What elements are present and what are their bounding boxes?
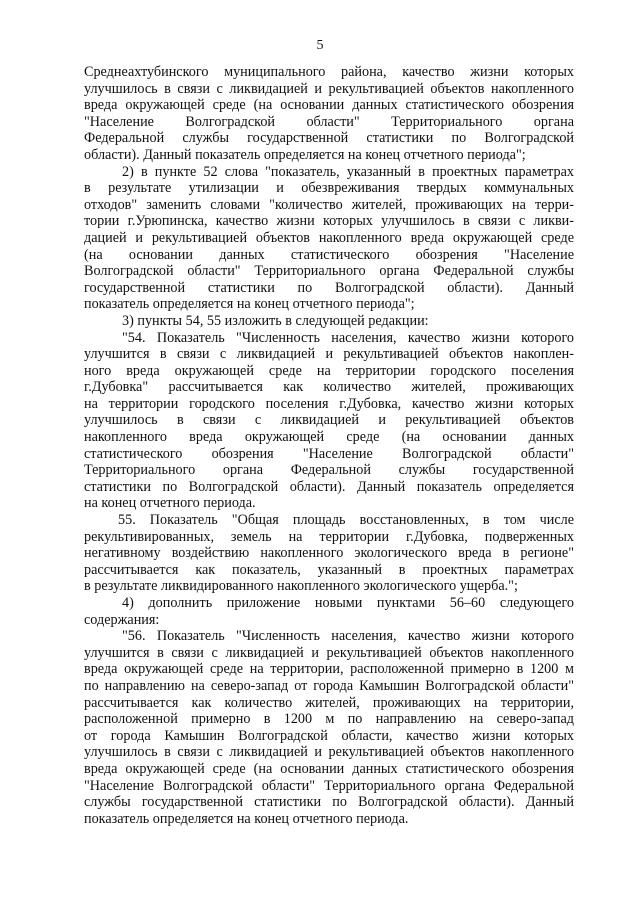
text-line: вреда окружающей среде (на основании данных статистического обозрения [84, 97, 574, 114]
text-line: по направлению на северо-запад от города Камышин Волгоградской области" [84, 677, 574, 694]
text-line: статистики по Волгоградской области). Данный показатель определяется [84, 478, 574, 495]
text-line: улучшится в связи с ликвидацией и рекультивацией объектов накопленного [84, 644, 574, 661]
text-line: ного вреда окружающей среде на территории городского поселения [84, 362, 574, 379]
text-line: Волгоградской области" Территориального органа Федеральной службы [84, 263, 574, 280]
text-line: "Население Волгоградской области" Территориального органа Федеральной [84, 777, 574, 794]
text-line: 55. Показатель "Общая площадь восстановленных, в том числе [118, 512, 574, 529]
text-line: в результате ликвидированного накопленного экологического ущерба."; [84, 578, 518, 595]
page-number: 5 [316, 38, 324, 53]
text-line: государственной статистики по Волгоградской области). Данный [84, 279, 574, 296]
text-line: вреда окружающей среде (на основании данных статистического обозрения [84, 760, 574, 777]
text-line: от города Камышин Волгоградской области, качество жизни которых [84, 727, 574, 744]
document-body [84, 64, 574, 827]
text-line: дацией и рекультивацией объектов накопленного вреда окружающей среде [84, 229, 574, 246]
text-line: показатель определяется на конец отчетного периода. [84, 810, 409, 827]
text-line: содержания: [84, 611, 160, 628]
text-line: (на основании данных статистического обозрения "Население [84, 246, 574, 263]
text-line: "54. Показатель "Численность населения, качество жизни которого [122, 329, 574, 346]
text-line: рекультивированных, земель на территории г.Дубовка, подверженных [84, 528, 574, 545]
text-line: на конец отчетного периода. [84, 495, 256, 512]
text-line: накопленного вреда окружающей среде (на основании данных [84, 429, 574, 446]
text-line: 4) дополнить приложение новыми пунктами 56–60 следующего [122, 595, 574, 611]
text-line: 3) пункты 54, 55 изложить в следующей редакции: [122, 312, 429, 329]
text-line: тории г.Урюпинска, качество жизни которых улучшилось в связи с ликви- [84, 213, 574, 230]
text-line: показатель определяется на конец отчетного периода"; [84, 296, 415, 313]
text-line: рассчитывается как количество жителей, проживающих на территории, [84, 694, 574, 711]
text-line: улучшится в связи с ликвидацией и рекультивацией объектов накоплен- [84, 346, 574, 363]
text-line: "Население Волгоградской области" Территориального органа [84, 113, 574, 130]
text-line: рассчитывается как показатель, указанный в проектных параметрах [84, 561, 574, 578]
text-line: улучшилось в связи с ликвидацией и рекультивацией объектов накопленного [84, 80, 574, 97]
text-line: Федеральной службы государственной статистики по Волгоградской [84, 130, 574, 147]
text-line: улучшилось в связи с ликвидацией и рекультивацией объектов накопленного [84, 744, 574, 761]
text-line: вреда окружающей среде на территории, расположенной примерно в 1200 м [84, 661, 574, 678]
text-line: на территории городского поселения г.Дубовка, качество жизни которых [84, 395, 574, 412]
text-line: 2) в пункте 52 слова "показатель, указанный в проектных параметрах [122, 163, 574, 180]
text-line: области). Данный показатель определяется на конец отчетного периода"; [84, 146, 526, 163]
text-line: "56. Показатель "Численность населения, качество жизни которого [122, 628, 574, 645]
text-line: в результате утилизации и обезвреживания твердых коммунальных [84, 180, 574, 197]
text-line: отходов" заменить словами "количество жителей, проживающих на терри- [84, 196, 574, 213]
text-line: негативному воздействию накопленного экологического вреда в регионе" [84, 545, 574, 562]
text-line: службы государственной статистики по Волгоградской области). Данный [84, 794, 574, 811]
text-line: статистического обозрения "Население Волгоградской области" [84, 445, 574, 462]
text-line: г.Дубовка" рассчитывается как количество жителей, проживающих [84, 379, 574, 396]
text-line: Территориального органа Федеральной службы государственной [84, 462, 574, 479]
text-line: Среднеахтубинского муниципального района, качество жизни которых [84, 64, 574, 80]
text-line: расположенной примерно в 1200 м по направлению на северо-запад [84, 711, 574, 728]
text-line: улучшилось в связи с ликвидацией и рекультивацией объектов [84, 412, 574, 429]
